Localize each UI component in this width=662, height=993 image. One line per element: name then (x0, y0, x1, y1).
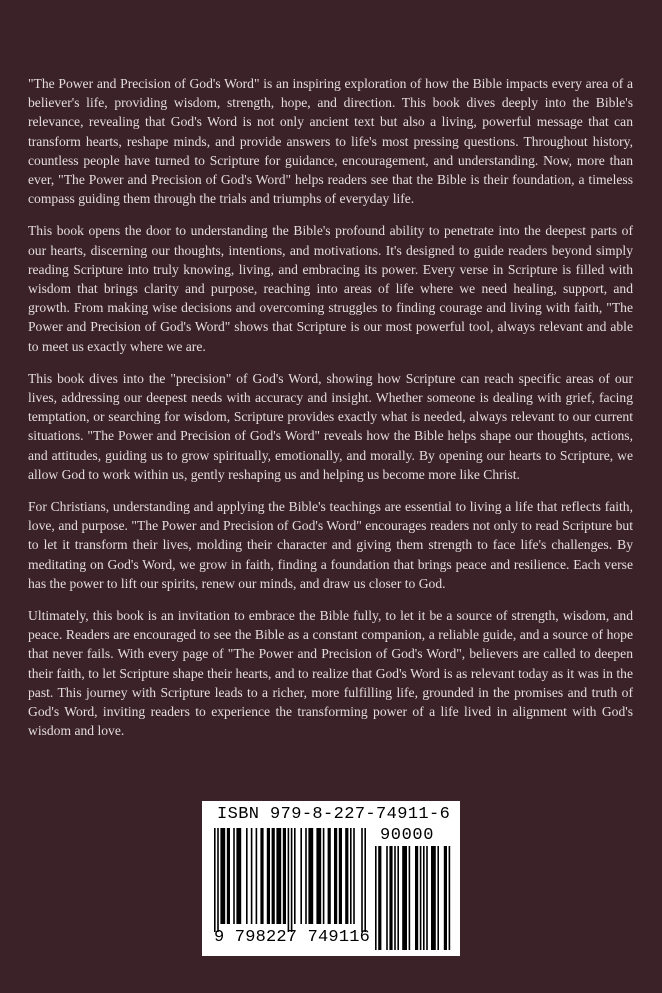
barcode-bar (431, 846, 436, 950)
blurb-paragraph-1: "The Power and Precision of God's Word" is an inspiring exploration of how the Bible impacts every area of a believer's life, providing wisdom, strength, hope, and direction. This book dives deeply into the Bible's relevance, revealing that God's Word is not only ancient text but also a living, powerful message that can transform hearts, reshape minds, and provide answers to life's most pressing questions. Throughout history, countless people have turned to Scripture for guidance, encouragement, and understanding. Now, more than ever, "The Power and Precision of God's Word" helps readers see that the Bible is their foundation, a timeless compass guiding them through the trials and triumphs of everyday life. (28, 76, 633, 207)
isbn-barcode-box (202, 801, 460, 956)
barcode-bar (420, 846, 422, 950)
barcode-bar (283, 828, 286, 924)
barcode-bar (361, 828, 363, 932)
barcode-bar (423, 846, 425, 950)
barcode-bar (397, 846, 399, 950)
barcode-bar (394, 846, 396, 950)
barcode-bar (386, 846, 388, 950)
barcode-bar (328, 828, 331, 924)
price-code: 90000 (380, 826, 435, 845)
barcode-bar (364, 828, 366, 932)
barcode-bar (444, 846, 447, 950)
barcode-bar (437, 846, 439, 950)
blurb-paragraph-2: This book opens the door to understanding the Bible's profound ability to penetrate into the deepest parts of our hearts, discerning our thoughts, intentions, and motivations. It's designed to guide readers beyond simply reading Scripture into truly knowing, living, and embracing its power. Every verse in Scripture is filled with wisdom that brings clarity and purpose, reaching into areas of life where we need healing, support, and growth. From making wise decisions and overcoming struggles to finding courage and living with faith, "The Power and Precision of God's Word" shows that Scripture is our most powerful tool, always relevant and able to meet us exactly where we are. (28, 223, 633, 354)
blurb-paragraph-5: Ultimately, this book is an invitation to embrace the Bible fully, to let it be a source of strength, wisdom, and peace. Readers are encouraged to see the Bible as a constant companion, a reliable guide, and a source of hope that never fails. With every page of "The Power and Precision of God's Word", believers are called to deepen their faith, to let Scripture shape their hearts, and to realize that God's Word is as relevant today as it was in the past. This journey with Scripture leads to a richer, more fulfilling life, grounded in the promises and truth of God's Word, inviting readers to experience the transforming power of a life lived in alignment with God's wisdom and love. (28, 608, 633, 739)
blurb-paragraph-4: For Christians, understanding and applying the Bible's teachings are essential to living a life that reflects faith, love, and purpose. "The Power and Precision of God's Word" encourages readers not only to read Scripture but to let it transform their lives, molding their character and giving them strength to face life's challenges. By meditating on God's Word, we grow in faith, finding a foundation that brings peace and resilience. Each verse has the power to lift our spirits, renew our minds, and draw us closer to God. (28, 499, 633, 591)
barcode-bar (353, 828, 355, 924)
barcode-bar (267, 828, 270, 924)
barcode-bar (375, 846, 377, 950)
barcode-bar (350, 828, 352, 924)
barcode-bar (276, 828, 281, 924)
barcode-bar (339, 828, 342, 924)
barcode-bar (288, 828, 290, 932)
barcode-bar (272, 828, 275, 924)
barcode-bar (345, 828, 348, 924)
barcode-bar (409, 846, 411, 950)
barcode-bar (389, 846, 392, 950)
barcode-bar (402, 846, 407, 950)
ean-digits: 9 798227 749116 (214, 928, 371, 947)
barcode-bar (305, 828, 307, 924)
barcode-bar (449, 846, 451, 950)
barcode-bar (334, 828, 337, 924)
back-cover-blurb (28, 74, 633, 754)
barcode-bar (217, 828, 219, 932)
isbn-label: ISBN 979-8-227-74911-6 (217, 805, 451, 824)
barcode-bar (256, 828, 258, 924)
barcode-bar (220, 828, 225, 924)
barcode-bar (415, 846, 418, 950)
barcode-bar (291, 828, 293, 932)
barcode-bar (378, 846, 381, 950)
barcode-bar (214, 828, 216, 932)
barcode-bar (236, 828, 241, 924)
barcode-bar (227, 828, 230, 924)
barcode-bar (426, 846, 428, 950)
barcode-bar (246, 828, 248, 924)
barcode-bar (251, 828, 253, 924)
blurb-paragraph-3: This book dives into the "precision" of God's Word, showing how Scripture can reach specific areas of our lives, addressing our deepest needs with accuracy and insight. Whether someone is dealing with grief, facing temptation, or searching for wisdom, Scripture provides exactly what is needed, always relevant to our current situations. "The Power and Precision of God's Word" reveals how the Bible helps shape our thoughts, actions, and attitudes, guiding us to grow spiritually, emotionally, and morally. By opening our hearts to Scripture, we allow God to work within us, gently reshaping us and helping us become more like Christ. (28, 370, 633, 482)
barcode-bar (233, 828, 235, 924)
barcode-bar (316, 828, 321, 924)
barcode-bar (323, 828, 325, 924)
barcode-bar (294, 828, 296, 924)
barcode-bar (308, 828, 313, 924)
barcode-bar (260, 828, 263, 924)
barcode-bar (300, 828, 302, 924)
